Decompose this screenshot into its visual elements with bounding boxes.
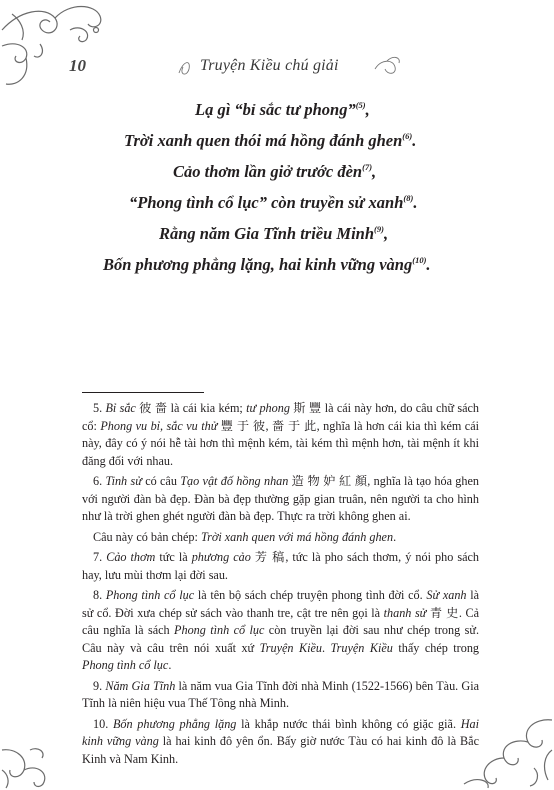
- footnote-text: là hai kinh đô yên ổn. Bấy giờ nước Tàu có hai kinh đô là Bắc Kinh và Nam Kinh.: [82, 734, 479, 766]
- footnote-6-variant: [82, 529, 479, 547]
- term: Tinh sử: [105, 474, 142, 488]
- term: Cảo thơm: [106, 550, 156, 564]
- term: Bốn phương phẳng lặng: [112, 716, 237, 731]
- note-ref: (7): [362, 162, 373, 172]
- verse-text: Lạ gì “bỉ sắc tư phong”: [195, 100, 356, 119]
- verse-line: [96, 247, 496, 278]
- verse-text: “Phong tình cổ lục” còn truyền sử xanh: [129, 193, 404, 212]
- footnote-text: 造 物 妒 紅 顏, nghĩa là tạo hóa ghen với người đàn bà đẹp. Đàn bà đẹp thường gặp gian truân, nên người ta cho hình như là trời ghen ghét người đàn bà đẹp. Thực ra trời không ghen ai.: [82, 474, 480, 523]
- note-ref: (6): [402, 131, 413, 141]
- term: Sử xanh: [426, 588, 467, 602]
- verse-block: [96, 92, 496, 278]
- footnote-text: là năm vua Gia Tĩnh đời nhà Minh (1522-1566) bên Tàu. Gia Tĩnh là niên hiệu vua Thế Tông nhà Minh.: [82, 678, 479, 710]
- footnote-5: [82, 400, 479, 470]
- term: Truyện Kiều: [259, 640, 322, 655]
- term: Bỉ sắc: [105, 401, 136, 415]
- footnote-text: 豐 于 彼, 嗇 于 此, nghĩa là hơn cái kia thì kém cái này, đây có ý nói hễ tài hơn thì mệnh kém, tài kém thì mệnh hơn, tài mệnh ít khi đăng đối với nhau.: [82, 418, 479, 468]
- footnote-text: là tên bộ sách chép truyện phong tình đời cổ.: [194, 588, 427, 602]
- verse-punct: ,: [365, 100, 370, 119]
- note-ref: (5): [355, 100, 366, 110]
- term: Phong tình cổ lục: [105, 588, 195, 602]
- note-ref: (10): [412, 255, 427, 265]
- footnote-number: 10.: [93, 716, 109, 731]
- verse-line: [96, 185, 496, 216]
- footnote-text: 斯 豐 là cái này hơn, do câu chữ sách cổ:: [82, 401, 480, 433]
- footnote-text: Câu này có bản chép:: [93, 529, 201, 544]
- running-header: [0, 45, 554, 85]
- term: Phong tình cổ lục: [82, 658, 169, 672]
- footnote-text: tức là: [155, 550, 192, 564]
- footnote-8: [82, 587, 479, 675]
- verse-text: Bốn phương phẳng lặng, hai kinh vững vàng: [103, 255, 413, 274]
- verse-line: [96, 92, 496, 123]
- term: phương cảo: [191, 550, 251, 564]
- term: thanh sử: [383, 605, 427, 620]
- corner-ornament-bottom-left: [0, 700, 90, 790]
- footnotes: [82, 400, 479, 771]
- verse-punct: .: [412, 131, 417, 150]
- footnote-text: còn truyền lại đời sau như chép trong sử. Câu này và câu trên nói xuất xứ: [82, 623, 479, 655]
- term: Năm Gia Tĩnh: [105, 678, 176, 693]
- term: Trời xanh quen với má hồng đánh ghen: [200, 529, 394, 544]
- verse-punct: ,: [383, 224, 389, 243]
- verse-punct: .: [426, 255, 431, 274]
- footnote-text: thấy chép trong: [392, 640, 480, 655]
- note-ref: (9): [374, 224, 384, 234]
- footnote-number: 9.: [93, 678, 103, 693]
- footnote-rule: [82, 392, 204, 393]
- term: Phong vu bỉ, sắc vu thử: [100, 418, 218, 433]
- term: Phong tình cổ lục: [174, 623, 265, 637]
- term: Hai kinh vững vàng: [82, 716, 479, 748]
- footnote-number: 8.: [93, 588, 103, 602]
- footnote-text: là sử cổ. Đời xưa chép sử sách vào thanh tre, cật tre nên gọi là: [82, 588, 480, 620]
- footnote-number: 6.: [93, 474, 103, 488]
- verse-line: [96, 123, 496, 154]
- footnote-text: 青 史. Cả câu nghĩa là sách: [82, 605, 480, 637]
- footnote-text: .: [393, 529, 397, 544]
- footnote-10: [82, 716, 479, 769]
- verse-line: [96, 154, 496, 185]
- footnote-6: [82, 473, 479, 526]
- verse-line: [96, 216, 496, 247]
- footnote-text: có câu: [141, 474, 181, 488]
- note-ref: (8): [403, 193, 414, 203]
- verse-text: Rằng năm Gia Tĩnh triều Minh: [159, 224, 375, 243]
- running-title: Truyện Kiều chú giải: [200, 57, 339, 74]
- footnote-9: [82, 678, 479, 713]
- footnote-text: .: [168, 658, 172, 672]
- footnote-text: 彼 嗇 là cái kia kém;: [135, 401, 247, 415]
- term: Tạo vật đố hồng nhan: [180, 474, 289, 488]
- footnote-number: 5.: [93, 401, 103, 415]
- verse-punct: ,: [372, 162, 377, 181]
- term: tư phong: [246, 401, 290, 415]
- verse-punct: .: [413, 193, 418, 212]
- verse-text: Trời xanh quen thói má hồng đánh ghen: [124, 131, 403, 150]
- footnote-text: 芳 稿, tức là pho sách thơm, ý nói pho sách hay, lưu mùi thơm lại đời sau.: [82, 550, 479, 582]
- term: Truyện Kiều: [330, 640, 393, 655]
- footnote-7: [82, 549, 479, 584]
- footnote-text: là khắp nước thái bình không có giặc giã.: [236, 716, 461, 731]
- footnote-text: .: [322, 640, 331, 655]
- footnote-number: 7.: [93, 550, 103, 564]
- page-number: 10: [69, 56, 86, 75]
- verse-text: Cảo thơm lần giở trước đèn: [173, 162, 363, 181]
